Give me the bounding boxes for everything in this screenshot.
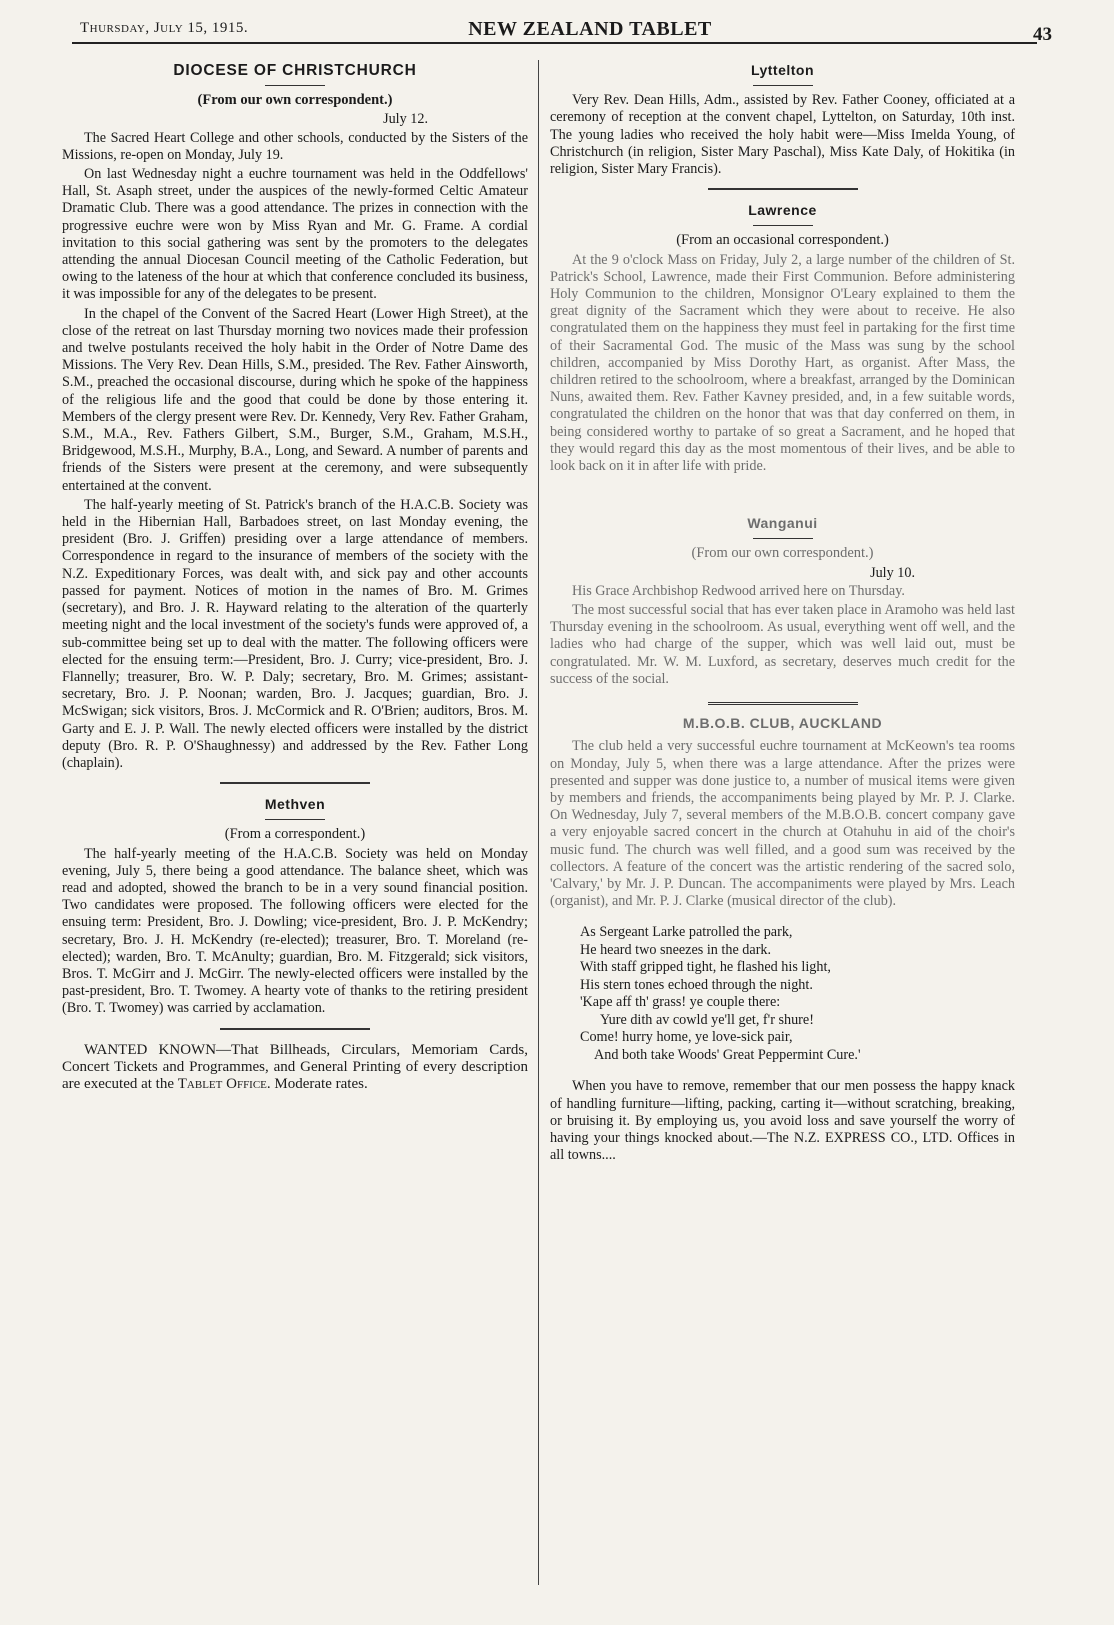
article-paragraph: The half-yearly meeting of St. Patrick's branch of the H.A.C.B. Society was held in the Hibernian Hall, Barbadoes street, on last Monday evening, the president (Bro. J. Griffen) presiding over a large attendance of members. Correspondence in regard to the insurance of members of the society with the N.Z. Expeditionary Forces, was dealt with, and sick pay and other accounts passed for payment. Notices of motion in the names of Bro. M. Grimes (secretary), and Bro. J. R. Hayward relating to the alteration of the quarterly meeting night and the local investment of the society's funds were approved of, a sub-committee being set up to deal with the matter. The following officers were elected for the ensuing term:—President, Bro. J. Curry; vice-president, Bro. J. Flannelly; treasurer, Bro. W. P. Daly; secretary, Bro. M. Grimes; assistant-secretary, Bro. J. P. Noonan; warden, Bro. J. Jacques; guardian, Bro. J. McSwigan; sick visitors, Bros. J. McCormick and R. O'Brien; auditors, Bros. M. Garty and E. J. P. Wall. The newly elected officers were installed by the district deputy (Bro. R. P. O'Shaughnessy) and addressed by the Rev. Father Long (chaplain). <box>62 496 528 771</box>
article-paragraph: The club held a very successful euchre tournament at McKeown's tea rooms on Monday, July 5, when there was a large attendance. After the prizes were presented and supper was done justice to, a number of musical items were given by members and friends, the accompaniments being played by Mr. P. J. Clarke. On Wednesday, July 7, several members of the M.B.O.B. concert company gave a very enjoyable sacred concert in the church at Otahuhu in aid of the choir's music fund. The church was well filled, and a good sum was received by the collectors. A feature of the concert was the artistic rendering of the sacred solo, 'Calvary,' by Mr. J. P. Duncan. The accompaniments were played by Mrs. Leach (organist), and Mr. P. J. Clarke (musical director of the club). <box>550 738 1015 910</box>
article-paragraph: In the chapel of the Convent of the Sacred Heart (Lower High Street), at the close of the retreat on last Thursday morning two novices made their profession and twelve postulants received the holy habit in the Order of Notre Dame des Missions. The Very Rev. Dean Hills, S.M., presided. The Rev. Father Ainsworth, S.M., preached the occasional discourse, during which he spoke of the happiness of the religious life and the good that could be done by those entering it. Members of the clergy present were Rev. Dr. Kennedy, Very Rev. Father Graham, S.M., M.A., Rev. Fathers Gilbert, S.M., Burger, S.M., Graham, M.S.H., Bridgewood, M.S.H., Murphy, B.A., Long, and Seward. A number of parents and friends of the Sisters were present at the ceremony, and were subsequently entertained at the convent. <box>62 305 528 494</box>
issue-date: Thursday, July 15, 1915. <box>80 20 249 36</box>
wanted-known-notice <box>62 1042 528 1093</box>
poem <box>580 924 1015 1064</box>
wanted-lead: WANTED KNOWN <box>84 1041 217 1058</box>
mbob-heading: M.B.O.B. CLUB, AUCKLAND <box>682 715 883 732</box>
masthead <box>60 18 1060 45</box>
poem-line: With staff gripped tight, he flashed his light, <box>580 959 831 976</box>
section-rule <box>708 188 858 190</box>
page-number: 43 <box>1033 24 1052 45</box>
lawrence-byline: (From an occasional correspondent.) <box>676 232 889 249</box>
poem-line: And both take Woods' Great Peppermint Cure.' <box>594 1046 861 1063</box>
lawrence-heading: Lawrence <box>748 202 817 219</box>
section-rule <box>220 782 370 784</box>
article-paragraph: At the 9 o'clock Mass on Friday, July 2, a large number of the children of St. Patrick's School, Lawrence, made their First Communion. Before administering Holy Communion to the children, Monsignor O'Leary explained to them the great dignity of the Sacrament which they were about to receive. He also congratulated them on the happiness they must feel in partaking for the first time of their Sacramental God. The music of the Mass was sung by the school children, accompanied by Miss Dorothy Hart, as organist. After Mass, the children retired to the schoolroom, where a breakfast, arranged by the Dominican Nuns, awaited them. Rev. Father Kavney presided, and, in a few suitable words, congratulated the children on the honor that was that day conferred on them, in being considered worthy to partake of so great a Sacrament, and he hoped that they would regard this day as the most momentous of their lives, and be able to look back on it in after life with pride. <box>550 251 1015 475</box>
express-advertisement: When you have to remove, remember that our men possess the happy knack of handling furniture—lifting, packing, carting it—without scratching, breaking, or bruising it. By employing us, you avoid loss and save yourself the worry of having your things knocked about.—The N.Z. EXPRESS CO., LTD. Offices in all towns.... <box>550 1078 1015 1164</box>
poem-line: He heard two sneezes in the dark. <box>580 941 772 958</box>
poem-line: As Sergeant Larke patrolled the park, <box>580 924 793 941</box>
diocese-byline: (From our own correspondent.) <box>197 92 393 109</box>
wanganui-heading: Wanganui <box>747 515 818 532</box>
article-paragraph: The Sacred Heart College and other schools, conducted by the Sisters of the Missions, re-open on Monday, July 19. <box>62 129 528 163</box>
poem-line: Yure dith av cowld ye'll get, f'r shure! <box>600 1011 814 1028</box>
lyttelton-heading: Lyttelton <box>750 62 815 78</box>
publication-title: NEW ZEALAND TABLET <box>468 18 712 40</box>
poem-line: His stern tones echoed through the night. <box>580 976 813 993</box>
column-divider <box>538 60 539 1585</box>
methven-byline: (From a correspondent.) <box>224 826 366 843</box>
heading-rule <box>265 85 325 86</box>
masthead-rule <box>72 42 1037 44</box>
wanganui-dateline: July 10. <box>870 564 915 581</box>
diocese-dateline: July 12. <box>383 111 428 128</box>
section-rule <box>220 1028 370 1030</box>
heading-rule <box>753 225 813 226</box>
poem-line: Come! hurry home, ye love-sick pair, <box>580 1029 793 1046</box>
wanted-tail: Moderate rates. <box>270 1075 368 1092</box>
article-paragraph: Very Rev. Dean Hills, Adm., assisted by Rev. Father Cooney, officiated at a ceremony of reception at the convent chapel, Lyttelton, on Saturday, 10th inst. The young ladies who received the holy habit were—Miss Imelda Young, of Christchurch (in religion, Sister Mary Paschal), Miss Kate Daly, of Hokitika (in religion, Sister Mary Francis). <box>550 92 1015 178</box>
tablet-office: Tablet Office. <box>177 1075 271 1092</box>
article-paragraph: The most successful social that has ever taken place in Aramoho was held last Thursday evening in the schoolroom. As usual, everything went off well, and the ladies who had charge of the supper, which was well laid out, must be congratulated. Mr. W. M. Luxford, as secretary, deserves much credit for the success of the social. <box>550 602 1015 687</box>
article-paragraph: The half-yearly meeting of the H.A.C.B. Society was held on Monday evening, July 5, there being a good attendance. The balance sheet, which was read and adopted, showed the branch to be in a very sound financial position. Two candidates were proposed. The following officers were elected for the ensuing term: President, Bro. J. Dowling; vice-president, Bro. J. P. McKendry; secretary, Bro. J. H. McKendry (re-elected); treasurer, Bro. T. Moreland (re-elected); warden, Bro. T. McAnulty; guardian, Bro. M. Fitzgerald; sick visitors, Bros. T. McGirr and J. McGirr. The newly-elected officers were installed by the past-president, Bro. T. Twomey. A hearty vote of thanks to the retiring president (Bro. T. Twomey) was carried by acclamation. <box>62 845 528 1017</box>
heading-rule <box>753 85 813 86</box>
heading-rule <box>265 819 325 820</box>
methven-heading: Methven <box>264 796 326 813</box>
section-rule <box>708 702 858 705</box>
right-column <box>550 60 1015 1166</box>
wanganui-byline: (From our own correspondent.) <box>691 545 874 562</box>
left-column <box>62 60 528 1095</box>
heading-rule <box>753 538 813 539</box>
wanted-text: —That Billheads, Circulars, Memoriam Cards, Concert Tickets and Programmes, and General Printing of every description are executed at the <box>62 1041 528 1092</box>
article-paragraph: His Grace Archbishop Redwood arrived here on Thursday. <box>572 582 905 599</box>
article-paragraph: On last Wednesday night a euchre tournament was held in the Oddfellows' Hall, St. Asaph street, under the auspices of the newly-formed Celtic Amateur Dramatic Club. There was a good attendance. The prizes in connection with the progressive euchre were won by Miss Ryan and Mr. G. Frame. A cordial invitation to this social gathering was sent by the promoters to the delegates attending the annual Diocesan Council meeting of the Catholic Federation, but owing to the lateness of the hour at which that conference concluded its business, it was impossible for any of the delegates to be present. <box>62 166 528 303</box>
diocese-heading: DIOCESE OF CHRISTCHURCH <box>173 62 417 79</box>
poem-line: 'Kape aff th' grass! ye couple there: <box>580 994 781 1011</box>
